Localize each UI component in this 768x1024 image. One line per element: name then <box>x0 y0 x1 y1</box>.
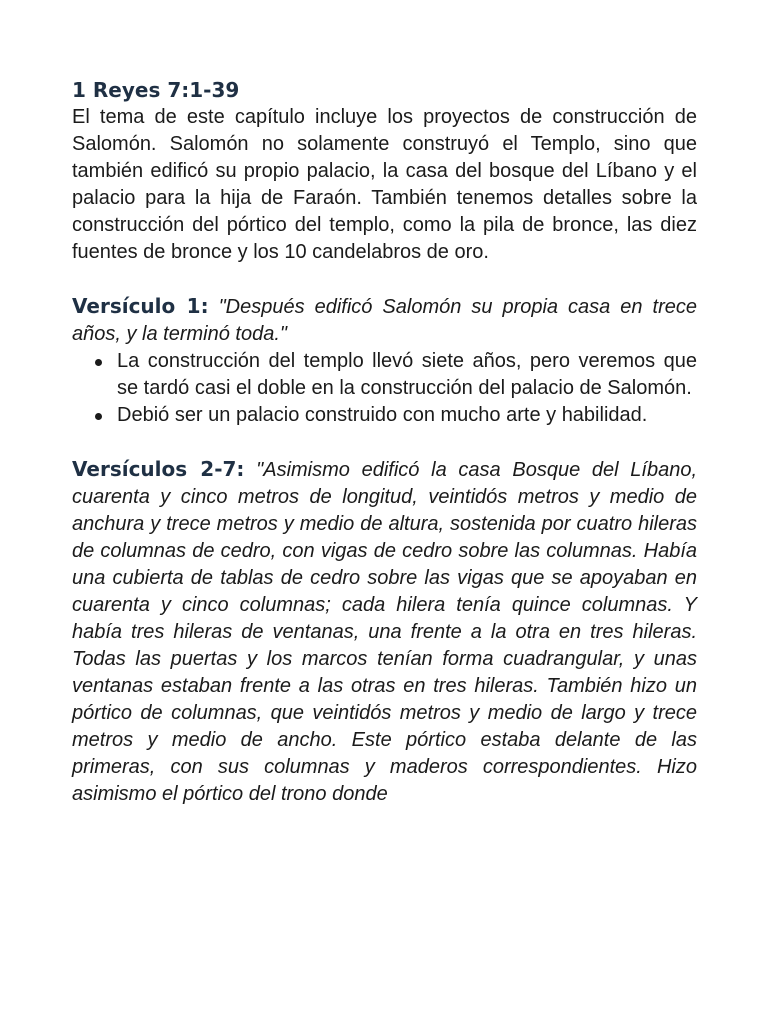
intro-paragraph: El tema de este capítulo incluye los proyectos de construcción de Salomón. Salomón no solamente construyó el Templo, sino que también edificó su propio palacio, la casa del bosque del Líbano y el palacio para la hija de Faraón. También tenemos detalles sobre la construcción del pórtico del templo, como la pila de bronce, las diez fuentes de bronce y los 10 candelabros de oro. <box>72 106 697 263</box>
document-page <box>72 77 697 808</box>
list-item-text: Debió ser un palacio construido con mucho arte y habilidad. <box>117 404 648 426</box>
verse-quote-1: "Después edificó Salomón su propia casa en trece años, y la terminó toda." <box>72 296 697 345</box>
verse-label-2: Versículos 2-7: <box>72 457 245 481</box>
verse-quote-2: "Asimismo edificó la casa Bosque del Líbano, cuarenta y cinco metros de longitud, veintidós metros y medio de anchura y trece metros y medio de altura, sostenida por cuatro hileras de columnas de cedro, con vigas de cedro sobre las columnas. Había una cubierta de tablas de cedro sobre las vigas que se apoyaban en cuarenta y cinco columnas; cada hilera tenía quince columnas. Y había tres hileras de ventanas, una frente a la otra en tres hileras. Todas las puertas y los marcos tenían forma cuadrangular, y unas ventanas estaban frente a las otras en tres hileras. También hizo un pórtico de columnas, que veintidós metros y medio de largo y trece metros y medio de ancho. Este pórtico estaba delante de las primeras, con sus columnas y maderos correspondientes. Hizo asimismo el pórtico del trono donde <box>72 459 698 805</box>
list-item-text: La construcción del templo llevó siete años, pero veremos que se tardó casi el doble en la construcción del palacio de Salomón. <box>117 350 697 399</box>
verse-section-1 <box>72 293 697 429</box>
verse-paragraph-2 <box>72 456 697 808</box>
commentary-list <box>72 348 697 429</box>
list-item <box>72 348 697 402</box>
list-item <box>72 402 697 429</box>
verse-paragraph-1 <box>72 293 697 348</box>
bullet-icon <box>95 359 102 366</box>
verse-label-1: Versículo 1: <box>72 294 209 318</box>
chapter-heading: 1 Reyes 7:1-39 <box>72 78 240 102</box>
bullet-icon <box>95 413 102 420</box>
verse-section-2 <box>72 456 697 808</box>
